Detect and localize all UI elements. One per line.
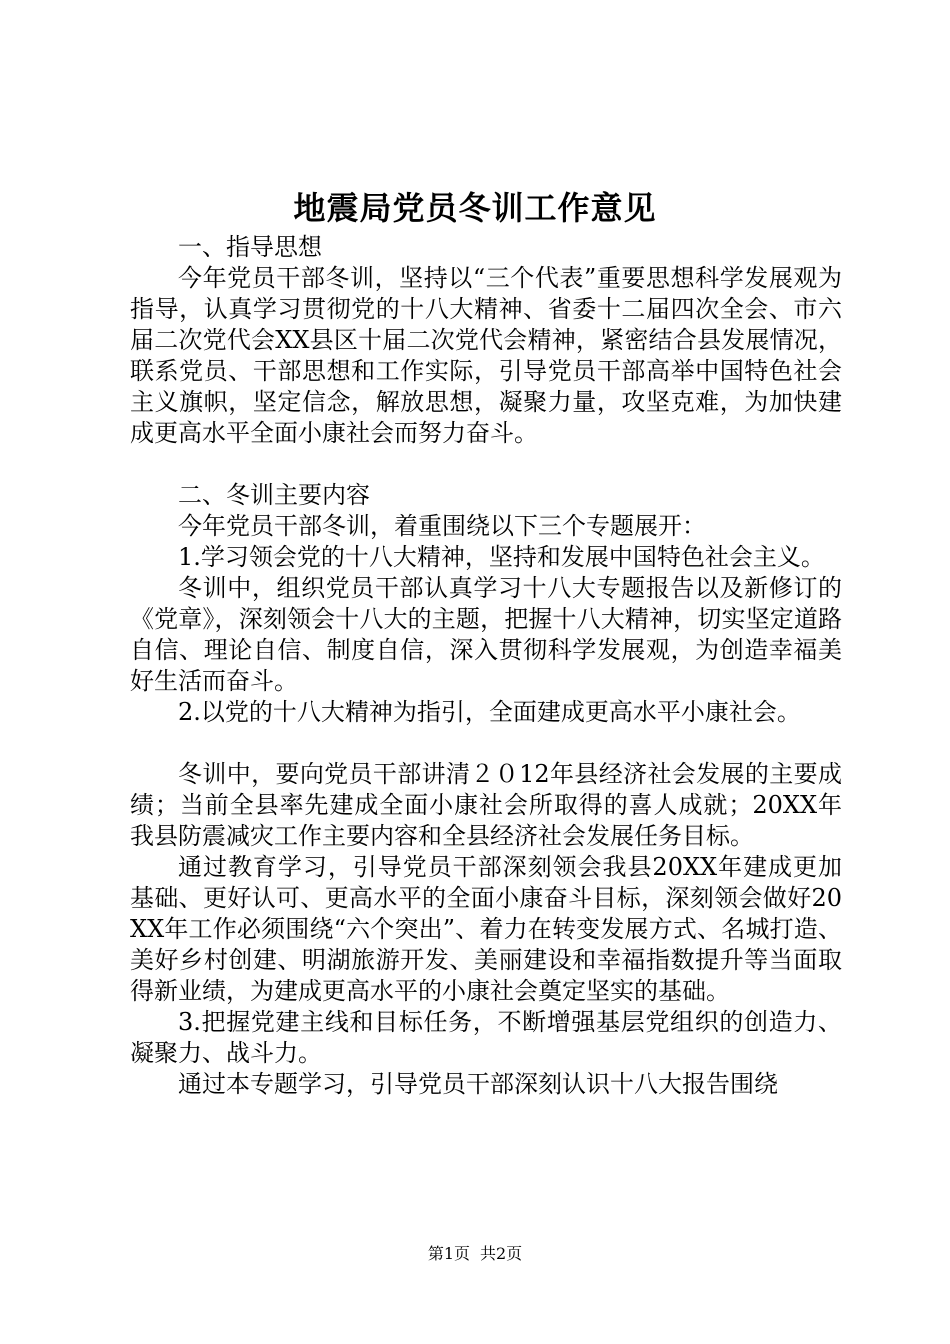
paragraph-topic-2-a: 冬训中，要向党员干部讲清２０12年县经济社会发展的主要成绩；当前全县率先建成全面小康社会所取得的喜人成就；20XX年我县防震减灾工作主要内容和全县经济社会发展任务目标。 [130,760,842,850]
paragraph-topic-2-b: 通过教育学习，引导党员干部深刻领会我县20XX年建成更加基础、更好认可、更高水平的全面小康奋斗目标，深刻领会做好20XX年工作必须围绕“六个突出”、着力在转变发展方式、名城打造、美好乡村创建、明湖旅游开发、美丽建设和幸福指数提升等当面取得新业绩，为建成更高水平的小康社会奠定坚实的基础。 [130,853,842,1005]
paragraph-guiding-thought: 今年党员干部冬训，坚持以“三个代表”重要思想科学发展观为指导，认真学习贯彻党的十八大精神、省委十二届四次全会、市六届二次党代会XX县区十届二次党代会精神，紧密结合县发展情况，联系党员、干部思想和工作实际，引导党员干部高举中国特色社会主义旗帜，坚定信念，解放思想，凝聚力量，攻坚克难，为加快建成更高水平全面小康社会而努力奋斗。 [130,264,842,447]
paragraph-topic-3: 通过本专题学习，引导党员干部深刻认识十八大报告围绕 [178,1070,778,1098]
paragraph-intro: 今年党员干部冬训，着重围绕以下三个专题展开： [178,512,706,540]
paragraph-topic-1: 冬训中，组织党员干部认真学习十八大专题报告以及新修订的《党章》，深刻领会十八大的主题，把握十八大精神，切实坚定道路自信、理论自信、制度自信，深入贯彻科学发展观，为创造幸福美好生活而奋斗。 [130,574,842,695]
paragraph-spacer [130,449,842,480]
page-number-current: 第1页 [427,1244,470,1263]
document-title: 地震局党员冬训工作意见 [293,189,657,227]
page-number-total: 共2页 [480,1244,523,1263]
section-heading-guiding-thought: 一、指导思想 [178,233,322,261]
page-footer [0,1243,950,1265]
topic-heading-3: 3.把握党建主线和目标任务，不断增强基层党组织的创造力、凝聚力、战斗力。 [130,1008,842,1067]
document-body [130,232,842,1100]
topic-heading-2: 2.以党的十八大精神为指引，全面建成更高水平小康社会。 [178,698,801,726]
topic-heading-1: 1.学习领会党的十八大精神，坚持和发展中国特色社会主义。 [178,543,825,571]
paragraph-spacer [130,728,842,759]
section-heading-main-content: 二、冬训主要内容 [178,481,370,509]
